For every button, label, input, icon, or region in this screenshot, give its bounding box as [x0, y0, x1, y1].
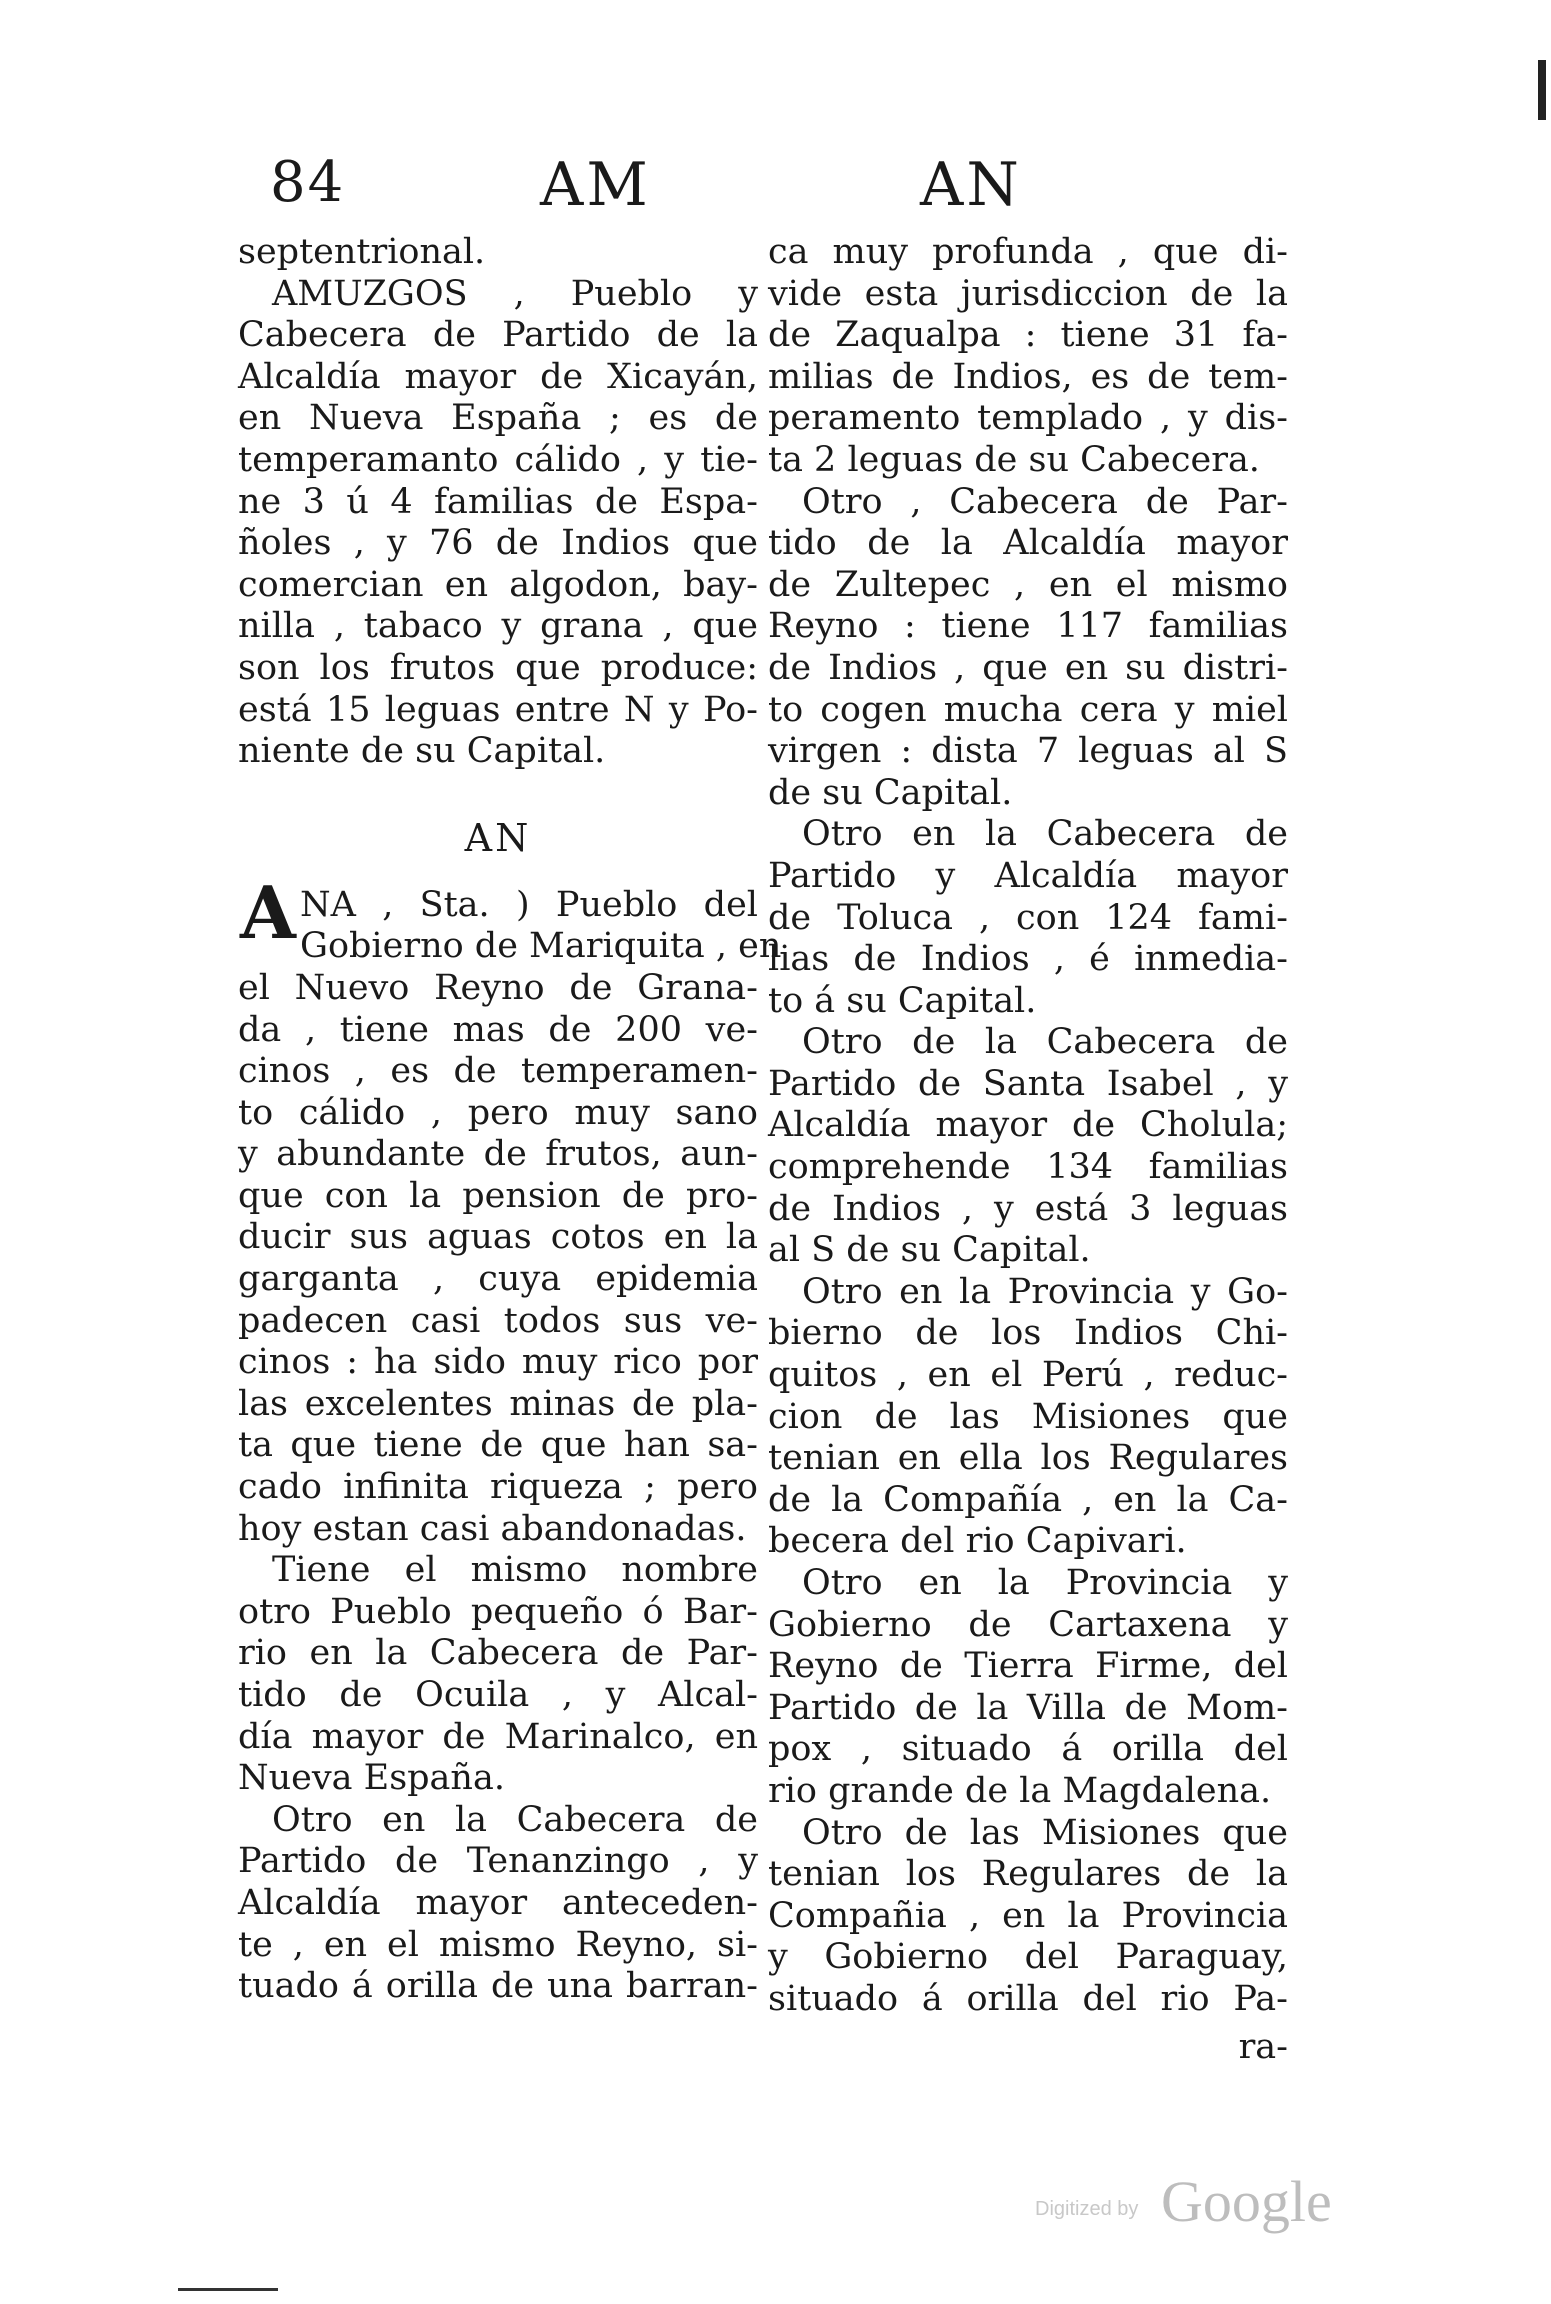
- text-line: lias de Indios , é inmedia-: [768, 939, 1288, 980]
- text-line: padecen casi todos sus ve-: [238, 1300, 758, 1341]
- text-line: Alcaldía mayor de Cholula;: [768, 1105, 1288, 1146]
- text-line: cinos , es de temperamen-: [238, 1051, 758, 1092]
- text-line: Gobierno de Cartaxena y: [768, 1604, 1288, 1645]
- text-line: tuado á orilla de una barran-: [238, 1966, 758, 2007]
- text-line: Reyno de Tierra Firme, del: [768, 1646, 1288, 1687]
- entry-zaqualpa-cont: [768, 232, 1288, 482]
- text-line: tenian los Regulares de la: [768, 1854, 1288, 1895]
- text-line: peramento templado , y dis-: [768, 398, 1288, 439]
- bottom-rule: [178, 2288, 278, 2291]
- text-line: vide esta jurisdiccion de la: [768, 273, 1288, 314]
- entry-amuzgos: [238, 232, 758, 773]
- text-line: pox , situado á orilla del: [768, 1729, 1288, 1770]
- text-line: garganta , cuya epidemia: [238, 1259, 758, 1300]
- text-line: to cálido , pero muy sano: [238, 1092, 758, 1133]
- text-line: Otro , Cabecera de Par-: [802, 481, 1288, 522]
- text-line: Alcaldía mayor de Xicayán,: [238, 356, 758, 397]
- right-column: [768, 232, 1288, 2068]
- text-line: to cogen mucha cera y miel: [768, 689, 1288, 730]
- page-number: 84: [270, 150, 346, 215]
- text-line: ducir sus aguas cotos en la: [238, 1217, 758, 1258]
- text-line: bierno de los Indios Chi-: [768, 1313, 1288, 1354]
- text-line: situado á orilla del rio Pa-: [768, 1978, 1288, 2019]
- text-line: Otro en la Provincia y: [802, 1563, 1288, 1603]
- entry-toluca: [768, 814, 1288, 1022]
- text-line: comprehende 134 familias: [768, 1147, 1288, 1188]
- entry-ana: [238, 869, 782, 1551]
- text-line: ne 3 ú 4 familias de Espa-: [238, 481, 758, 522]
- text-line: milias de Indios, es de tem-: [768, 356, 1288, 397]
- catchword: ra-: [1238, 2026, 1288, 2067]
- text-line: NA , Sta. ) Pueblo del: [300, 884, 758, 925]
- text-line: to á su Capital.: [768, 980, 1037, 1021]
- text-line: de Zultepec , en el mismo: [768, 564, 1288, 605]
- text-line: temperamanto cálido , y tie-: [238, 439, 758, 480]
- text-line: Tiene el mismo nombre: [272, 1550, 758, 1591]
- entry-ana-text: [238, 884, 782, 1551]
- text-line: tenian en ella los Regulares: [768, 1438, 1288, 1479]
- page-edge-mark: [1538, 60, 1546, 120]
- text-line: día mayor de Marinalco, en: [238, 1716, 758, 1757]
- text-line: Partido de Tenanzingo , y: [238, 1841, 758, 1882]
- text-line: septentrional.: [238, 232, 486, 272]
- watermark-logo-text: Google: [1161, 2169, 1332, 2234]
- text-line: al S de su Capital.: [768, 1230, 1091, 1271]
- text-line: tido de la Alcaldía mayor: [768, 523, 1288, 564]
- text-line: becera del rio Capivari.: [768, 1521, 1187, 1562]
- text-line: cinos : ha sido muy rico por: [238, 1342, 758, 1383]
- entry-paraguay: [768, 1813, 1288, 2021]
- text-line: Cabecera de Partido de la: [238, 315, 758, 356]
- entry-zultepec: [768, 482, 1288, 815]
- text-line: hoy estan casi abandonadas.: [238, 1508, 747, 1549]
- text-line: cado infinita riqueza ; pero: [238, 1467, 758, 1508]
- text-line: Partido y Alcaldía mayor: [768, 855, 1288, 896]
- text-line: otro Pueblo pequeño ó Bar-: [238, 1591, 758, 1632]
- text-line: de Zaqualpa : tiene 31 fa-: [768, 315, 1288, 356]
- right-running-heading: AN: [920, 150, 1022, 220]
- text-line: las excelentes minas de pla-: [238, 1383, 758, 1424]
- running-head: [240, 150, 1280, 220]
- text-line: ta 2 leguas de su Cabecera.: [768, 439, 1260, 480]
- text-line: Otro en la Provincia y Go-: [802, 1271, 1288, 1312]
- text-line: está 15 leguas entre N y Po-: [238, 689, 758, 730]
- text-line: niente de su Capital.: [238, 731, 606, 772]
- text-line: ñoles , y 76 de Indios que: [238, 523, 758, 564]
- entry-tenanzingo: [238, 1800, 758, 2008]
- text-line: Gobierno de Mariquita , en: [300, 926, 782, 967]
- text-line: AMUZGOS , Pueblo y: [272, 273, 758, 314]
- text-line: y abundante de frutos, aun-: [238, 1134, 758, 1175]
- text-line: Partido de la Villa de Mom-: [768, 1687, 1288, 1728]
- text-line: de Indios , y está 3 leguas: [768, 1188, 1288, 1229]
- drop-cap: A: [240, 869, 296, 955]
- text-line: te , en el mismo Reyno, si-: [238, 1924, 758, 1965]
- text-line: ta que tiene de que han sa-: [238, 1425, 758, 1466]
- text-line: ca muy profunda , que di-: [768, 232, 1288, 272]
- left-running-heading: AM: [540, 150, 651, 220]
- text-line: son los frutos que produce:: [238, 647, 758, 688]
- text-line: comercian en algodon, bay-: [238, 564, 758, 605]
- text-line: de la Compañía , en la Ca-: [768, 1479, 1288, 1520]
- text-line: Otro en la Cabecera de: [272, 1799, 758, 1840]
- text-line: nilla , tabaco y grana , que: [238, 606, 758, 647]
- text-line: rio grande de la Magdalena.: [768, 1770, 1272, 1811]
- text-line: que con la pension de pro-: [238, 1175, 758, 1216]
- watermark-small-text: Digitized by: [1035, 2198, 1139, 2220]
- text-line: Compañia , en la Provincia: [768, 1895, 1288, 1936]
- text-line: Otro de las Misiones que: [802, 1812, 1288, 1853]
- text-line: Alcaldía mayor anteceden-: [238, 1882, 758, 1923]
- entry-chiquitos: [768, 1272, 1288, 1563]
- text-line: en Nueva España ; es de: [238, 398, 758, 439]
- text-line: Partido de Santa Isabel , y: [768, 1063, 1288, 1104]
- text-line: Nueva España.: [238, 1758, 505, 1799]
- text-line: Otro en la Cabecera de: [802, 814, 1288, 855]
- text-line: de su Capital.: [768, 772, 1013, 813]
- text-line: de Toluca , con 124 fami-: [768, 897, 1288, 938]
- text-line: y Gobierno del Paraguay,: [768, 1937, 1288, 1978]
- text-line: el Nuevo Reyno de Grana-: [238, 967, 758, 1008]
- text-line: Reyno : tiene 117 familias: [768, 606, 1288, 647]
- digitized-by-google-watermark: [1035, 2168, 1345, 2238]
- text-line: virgen : dista 7 leguas al S: [768, 731, 1288, 772]
- entry-ocuila: [238, 1550, 758, 1800]
- text-line: rio en la Cabecera de Par-: [238, 1633, 758, 1674]
- entry-mompox: [768, 1563, 1288, 1813]
- text-line: cion de las Misiones que: [768, 1396, 1288, 1437]
- section-heading: AN: [464, 815, 532, 860]
- text-line: de Indios , que en su distri-: [768, 647, 1288, 688]
- left-column: [238, 232, 782, 2008]
- text-line: tido de Ocuila , y Alcal-: [238, 1675, 758, 1715]
- text-line: quitos , en el Perú , reduc-: [768, 1355, 1288, 1396]
- text-line: da , tiene mas de 200 ve-: [238, 1009, 758, 1050]
- text-line: Otro de la Cabecera de: [802, 1022, 1288, 1063]
- entry-santa-isabel: [768, 1022, 1288, 1272]
